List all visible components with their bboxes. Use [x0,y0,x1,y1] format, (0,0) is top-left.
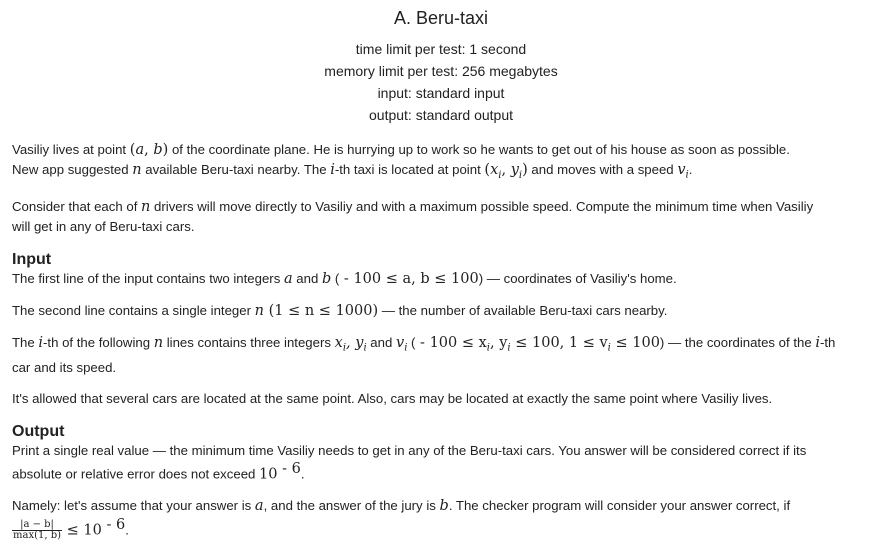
text: The first line of the input contains two integers [12,270,284,286]
math-n: n [254,302,264,319]
text: Vasiliy lives at point [12,142,130,157]
input-line-2 [12,301,870,321]
math-n: n [153,334,164,351]
text: absolute or relative error does not exceed [12,465,260,481]
text: Namely: let's assume that your answer is [12,497,255,513]
memory-limit: memory limit per test: 256 megabytes [324,63,558,79]
math-a: a [254,497,264,514]
text: ( [407,334,416,350]
problem-title: A. Beru-taxi [393,8,489,28]
math-sub-i: i [507,342,511,354]
math-b: b [439,497,449,514]
text: New app suggested [12,162,133,177]
text: . [688,162,693,177]
statement-paragraph-2 [12,197,870,236]
text: -th [819,334,836,350]
text: . [300,465,305,481]
text: will get in any of Beru-taxi cars. [12,218,195,234]
input-file: input: standard input [377,85,505,101]
text: -th of the following [43,334,154,350]
math-exponent: - 6 [277,460,301,477]
math-v: v [395,334,405,351]
statement-paragraph-1 [12,140,870,185]
math-i: i [330,162,335,178]
text: The second line contains a single integer [12,302,255,318]
math-sub-i: i [404,342,408,354]
math-sub-i: i [607,342,611,354]
math-range-n: (1 ≤ n ≤ 1000) [264,302,379,319]
text: ) — coordinates of Vasiliy's home. [478,270,677,286]
text: lines contains three integers [163,334,335,350]
output-file: output: standard output [369,107,513,123]
math-i: i [38,334,44,351]
input-section-title: Input [12,250,52,268]
math-i: i [815,334,820,351]
input-line-1 [12,269,870,289]
math-fraction [12,520,62,541]
text: ( [331,270,340,286]
input-line-3 [12,333,870,377]
time-limit: time limit per test: 1 second [355,41,527,57]
text: -th taxi is located at point [334,162,485,177]
output-section-title: Output [12,422,65,440]
text: and moves with a speed [527,162,678,177]
text: , and the answer of the jury is [263,497,440,513]
math-range-ab: - 100 ≤ a, b ≤ 100 [339,270,479,287]
math-sub-i: i [486,342,490,354]
math-sub-i: i [363,342,367,354]
text: car and its speed. [12,359,117,375]
text: of the coordinate plane. He is hurrying up to work so he wants to get out of his house as soon as possible. [168,142,790,157]
math-range: ≤ 100 [610,334,660,351]
math-y: , y [346,334,364,351]
math-b: b [321,270,332,287]
math-range: - 100 ≤ x [415,334,487,351]
math-n: n [141,198,151,215]
output-line-1 [12,441,870,484]
math-point-xy: ($x_i$, $y_i$) [484,162,528,181]
math-10: 10 [259,465,278,482]
text: available Beru-taxi nearby. The [141,162,331,177]
text: — the number of available Beru-taxi cars nearby. [378,302,668,318]
text: and [366,334,396,350]
math-point-ab: (a, b) [129,142,169,158]
math-a: a [283,270,293,287]
text: drivers will move directly to Vasiliy and with a maximum possible speed. Compute the minimum time when Vasiliy [150,198,814,214]
fraction-denominator: max(1, b) [13,530,62,542]
text: Print a single real value — the minimum time Vasiliy needs to get in any of the Beru-taxi cars. You answer will be considered correct if its [12,442,807,458]
text: . The checker program will consider your answer correct, if [448,497,791,513]
output-line-2 [12,496,870,541]
text: ) — the coordinates of the [659,334,816,350]
math-exponent: - 6 [101,516,126,533]
fraction-numerator: |a − b| [12,520,62,531]
math-range: ≤ 100, 1 ≤ v [510,334,608,351]
text: . [125,522,129,538]
math-n: n [132,162,142,178]
problem-header [12,0,870,126]
input-line-4: It's allowed that several cars are located at the same point. Also, cars may be located at exactly the same point where Vasiliy lives. [12,390,773,406]
text: The [12,334,39,350]
math-v: v [677,162,686,178]
text: and [292,270,322,286]
math-sub-i: i [685,169,689,181]
math-x: x [334,334,343,351]
math-inequality: ≤ 10 [62,522,102,539]
text: Consider that each of [12,198,142,214]
math-range: , y [490,334,508,351]
math-sub-i: i [342,342,347,354]
